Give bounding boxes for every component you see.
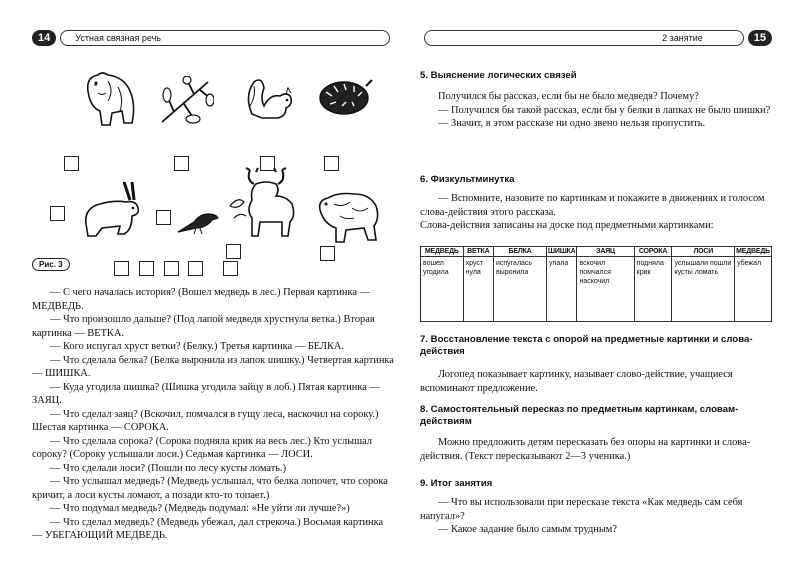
- table-header: ЛОСИ: [672, 247, 735, 257]
- table-cell: хруст нула: [463, 257, 493, 322]
- section-text: Можно предложить детям пересказать без опоры на картинки и слова-действия. (Текст пересказывают 2—3 ученика.): [420, 437, 751, 462]
- picture-checkbox[interactable]: [156, 210, 171, 225]
- right-page-number: 15: [748, 30, 772, 46]
- answer-box[interactable]: [114, 261, 129, 276]
- section-title: 6. Физкультминутка: [420, 174, 515, 185]
- action-words-table: [420, 246, 772, 322]
- paragraph: — Что сделал заяц? (Вскочил, помчался в гущу леса, наскочил на сороку.) Шестая картинка — СОРОКА.: [32, 408, 379, 433]
- section-text: — Что вы использовали при пересказе текста «Как медведь сам себя напугал»?: [420, 497, 743, 522]
- hare-icon: [80, 178, 148, 240]
- branch-icon: [158, 76, 214, 126]
- section-title: 5. Выяснение логических связей: [420, 70, 577, 81]
- squirrel-icon: [242, 74, 298, 124]
- section-text: — Значит, в этом рассказе ни одно звено нельзя пропустить.: [438, 118, 706, 129]
- paragraph: — Что подумал медведь? (Медведь подумал: «Не уйти ли лучше?»): [50, 503, 350, 514]
- section-text: Слова-действия записаны на доске под предметными картинками:: [420, 220, 714, 231]
- answer-box[interactable]: [223, 261, 238, 276]
- table-header: БЕЛКА: [493, 247, 546, 257]
- answer-box[interactable]: [164, 261, 179, 276]
- answer-box[interactable]: [139, 261, 154, 276]
- table-header: МЕДВЕДЬ: [736, 248, 770, 255]
- section-title: 7. Восстановление текста с опорой на предметные картинки и слова-действия: [420, 334, 753, 357]
- picture-checkbox[interactable]: [64, 156, 79, 171]
- section-text: Получился бы рассказ, если бы не было медведя? Почему?: [438, 91, 699, 102]
- dialogue-text: [32, 286, 394, 543]
- section-8: [420, 404, 772, 463]
- table-header: СОРОКА: [634, 247, 672, 257]
- section-text: Логопед показывает картинку, называет слово-действие, учащиеся вспоминают предложение.: [420, 369, 733, 394]
- table-cell: испугалась выронила: [493, 257, 546, 322]
- left-page: [32, 28, 394, 568]
- table-cell: вошел угодила: [421, 257, 464, 322]
- table-header: ВЕТКА: [463, 247, 493, 257]
- table-header: МЕДВЕДЬ: [421, 247, 464, 257]
- section-7: [420, 334, 772, 395]
- section-9: [420, 478, 772, 537]
- section-title: 8. Самостоятельный пересказ по предметным картинкам, словам-действиям: [420, 404, 739, 427]
- picture-checkbox[interactable]: [50, 206, 65, 221]
- paragraph: — Что сделала сорока? (Сорока подняла крик на весь лес.) Кто услышал сороку? (Сороку услышали лоси.) Седьмая картинка — ЛОСИ.: [32, 435, 372, 460]
- left-header: [32, 28, 394, 48]
- paragraph: — Что произошло дальше? (Под лапой медведя хрустнула ветка.) Вторая картинка — ВЕТКА.: [32, 314, 375, 339]
- section-title: 9. Итог занятия: [420, 478, 493, 489]
- picture-checkbox[interactable]: [226, 244, 241, 259]
- paragraph: — Что сделала белка? (Белка выронила из лапок шишку.) Четвертая картинка — ШИШКА.: [32, 354, 394, 379]
- table-cell: вскочил помчался наскочил: [577, 257, 634, 322]
- figure-label: Рис. 3: [32, 258, 70, 271]
- section-text: — Какое задание было самым трудным?: [438, 524, 617, 535]
- bear-icon: [78, 71, 140, 127]
- table-cell: услышали пошли кусты ломать: [672, 257, 735, 322]
- picture-checkbox[interactable]: [174, 156, 189, 171]
- table-header: ЗАЯЦ: [577, 247, 634, 257]
- paragraph: — С чего началась история? (Вошел медведь в лес.) Первая картинка — МЕДВЕДЬ.: [32, 287, 370, 312]
- picture-grid: [50, 66, 380, 271]
- right-page: [420, 28, 772, 568]
- left-page-number: 14: [32, 30, 56, 46]
- table-header: ШИШКА: [548, 248, 576, 255]
- paragraph: — Что сделал медведь? (Медведь убежал, дал стрекоча.) Восьмая картинка — УБЕГАЮЩИЙ МЕДВЕДЬ.: [32, 516, 384, 541]
- left-running-title: Устная связная речь: [60, 30, 390, 46]
- section-text: — Получился бы такой рассказ, если бы у белки в лапках не было шишки?: [438, 104, 771, 116]
- right-running-title: 2 занятие: [424, 30, 744, 46]
- running-bear-icon: [314, 184, 384, 244]
- section-text: — Вспомните, назовите по картинкам и покажите в движениях и голосом слова-действия этого рассказа.: [420, 193, 765, 218]
- magpie-icon: [176, 206, 220, 236]
- moose-icon: [226, 166, 304, 238]
- section-5: [420, 70, 772, 131]
- paragraph: — Что сделали лоси? (Пошли по лесу кусты ломать.): [50, 462, 287, 474]
- table-cell: подняла крик: [634, 257, 672, 322]
- table-cell: убежал: [735, 257, 772, 322]
- pine-cone-icon: [316, 76, 374, 120]
- picture-checkbox[interactable]: [324, 156, 339, 171]
- table-cell: упала: [547, 257, 577, 322]
- answer-box[interactable]: [188, 261, 203, 276]
- paragraph: — Кого испугал хруст ветки? (Белку.) Третья картинка — БЕЛКА.: [50, 341, 344, 352]
- picture-checkbox[interactable]: [320, 246, 335, 261]
- paragraph: — Куда угодила шишка? (Шишка угодила зайцу в лоб.) Пятая картинка — ЗАЯЦ.: [32, 381, 380, 406]
- paragraph: — Что услышал медведь? (Медведь услышал, что белка лопочет, что сорока кричит, а лоси кусты ломают, а позади кто-то топает.): [32, 476, 388, 501]
- section-6: [420, 174, 772, 233]
- right-header: [420, 28, 772, 48]
